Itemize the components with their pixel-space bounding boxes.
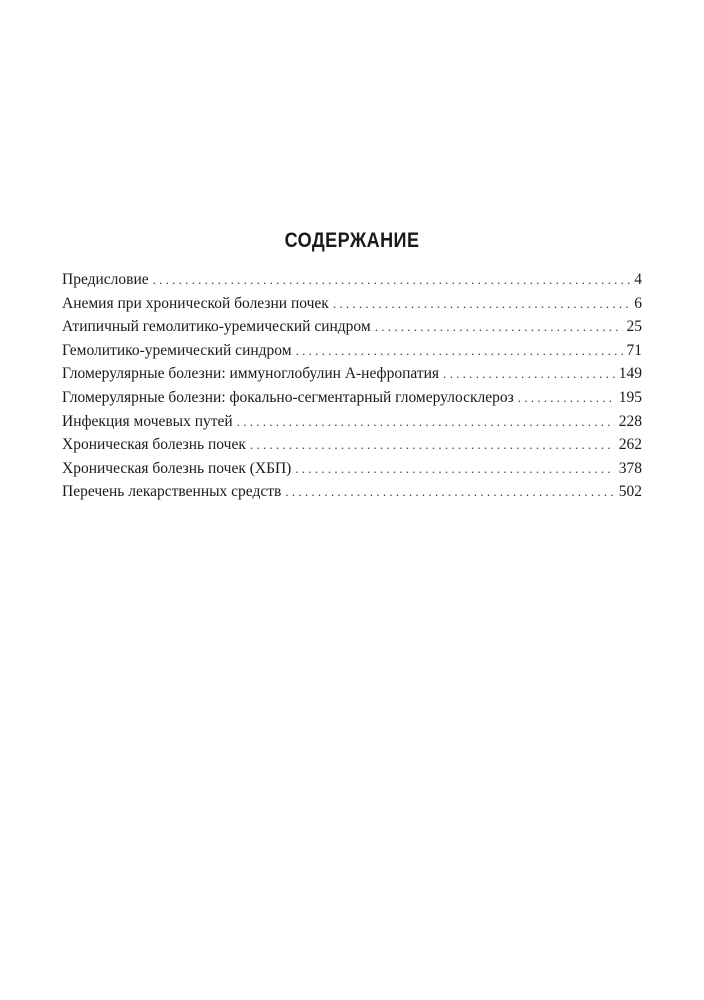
toc-entry-label: Перечень лекарственных средств — [62, 483, 282, 501]
toc-entry-label: Инфекция мочевых путей — [62, 412, 233, 430]
dot-leader — [250, 433, 615, 457]
toc-entry-uti[interactable] — [62, 410, 642, 434]
dot-leader — [518, 386, 615, 410]
dot-leader — [153, 268, 631, 292]
toc-entry-page-number: 195 — [618, 388, 642, 406]
toc-entry-page-number: 228 — [618, 412, 642, 430]
toc-entry-label: Хроническая болезнь почек — [62, 436, 246, 454]
toc-entry-page-number: 4 — [634, 271, 642, 288]
toc-entry-atypical-hus[interactable] — [62, 315, 642, 339]
dot-leader — [295, 457, 614, 481]
toc-entry-drug-list[interactable] — [62, 480, 642, 504]
toc-entry-anemia[interactable] — [62, 292, 642, 316]
dot-leader — [375, 315, 623, 339]
dot-leader — [296, 339, 623, 363]
toc-entry-iga-nephropathy[interactable] — [62, 362, 642, 386]
toc-entry-ckd[interactable] — [62, 433, 642, 457]
dot-leader — [443, 362, 615, 386]
toc-list — [62, 268, 642, 504]
toc-entry-preface[interactable] — [62, 268, 642, 292]
toc-entry-label: Гемолитико-уремический синдром — [62, 341, 292, 359]
page-title: СОДЕРЖАНИЕ — [284, 229, 420, 252]
toc-entry-page-number: 378 — [618, 459, 642, 477]
toc-entry-fsgs[interactable] — [62, 386, 642, 410]
toc-entry-label: Гломерулярные болезни: фокально-сегментарный гломерулосклероз — [62, 388, 514, 406]
dot-leader — [237, 410, 615, 434]
toc-entry-page-number: 149 — [618, 365, 642, 383]
toc-entry-page-number: 71 — [626, 341, 642, 359]
toc-entry-label: Предисловие — [62, 271, 149, 288]
toc-entry-page-number: 502 — [618, 483, 642, 501]
toc-entry-ckd-abbrev[interactable] — [62, 457, 642, 481]
toc-entry-page-number: 25 — [626, 318, 642, 336]
toc-entry-page-number: 6 — [634, 294, 642, 312]
toc-entry-label: Гломерулярные болезни: иммуноглобулин А-нефропатия — [62, 365, 440, 383]
toc-entry-hus[interactable] — [62, 339, 642, 363]
dot-leader — [285, 480, 614, 504]
toc-entry-label: Атипичный гемолитико-уремический синдром — [62, 318, 371, 336]
toc-entry-label: Хроническая болезнь почек (ХБП) — [62, 459, 292, 477]
dot-leader — [333, 292, 630, 316]
toc-entry-page-number: 262 — [618, 436, 642, 454]
toc-entry-label: Анемия при хронической болезни почек — [62, 294, 329, 312]
